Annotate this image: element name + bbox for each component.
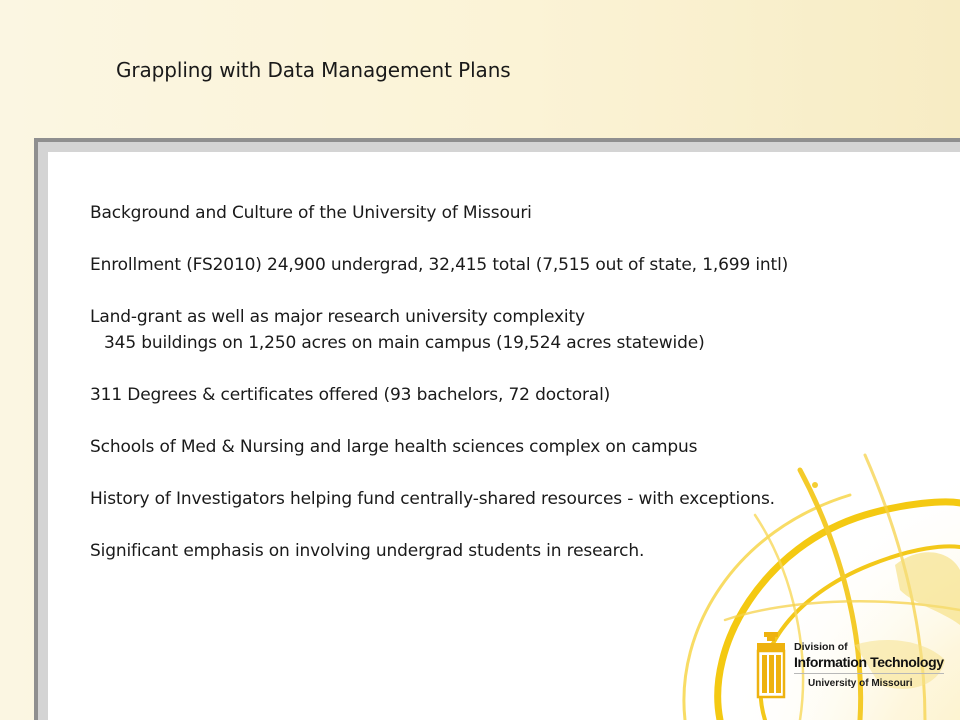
- bullet-item: Schools of Med & Nursing and large health sciences complex on campus: [90, 437, 698, 457]
- logo-line-information-technology: Information Technology: [794, 654, 944, 670]
- bullet-list: [90, 200, 940, 564]
- bullet-item: Significant emphasis on involving undergrad students in research.: [90, 541, 645, 561]
- division-logo: [752, 630, 952, 712]
- bullet-item: 311 Degrees & certificates offered (93 bachelors, 72 doctoral): [90, 385, 611, 405]
- bullet-sub-item: 345 buildings on 1,250 acres on main campus (19,524 acres statewide): [104, 333, 705, 353]
- logo-line-division: Division of: [794, 641, 848, 653]
- bullet-item: Land-grant as well as major research university complexity: [90, 307, 585, 327]
- bullet-item: Background and Culture of the University of Missouri: [90, 203, 532, 223]
- logo-line-university: University of Missouri: [808, 678, 913, 689]
- bullet-item: History of Investigators helping fund centrally-shared resources - with exceptions.: [90, 489, 775, 509]
- columns-logo-icon: [752, 630, 792, 700]
- logo-divider: [794, 673, 944, 674]
- bullet-item: Enrollment (FS2010) 24,900 undergrad, 32,415 total (7,515 out of state, 1,699 intl): [90, 255, 789, 275]
- slide-title: Grappling with Data Management Plans: [116, 58, 511, 82]
